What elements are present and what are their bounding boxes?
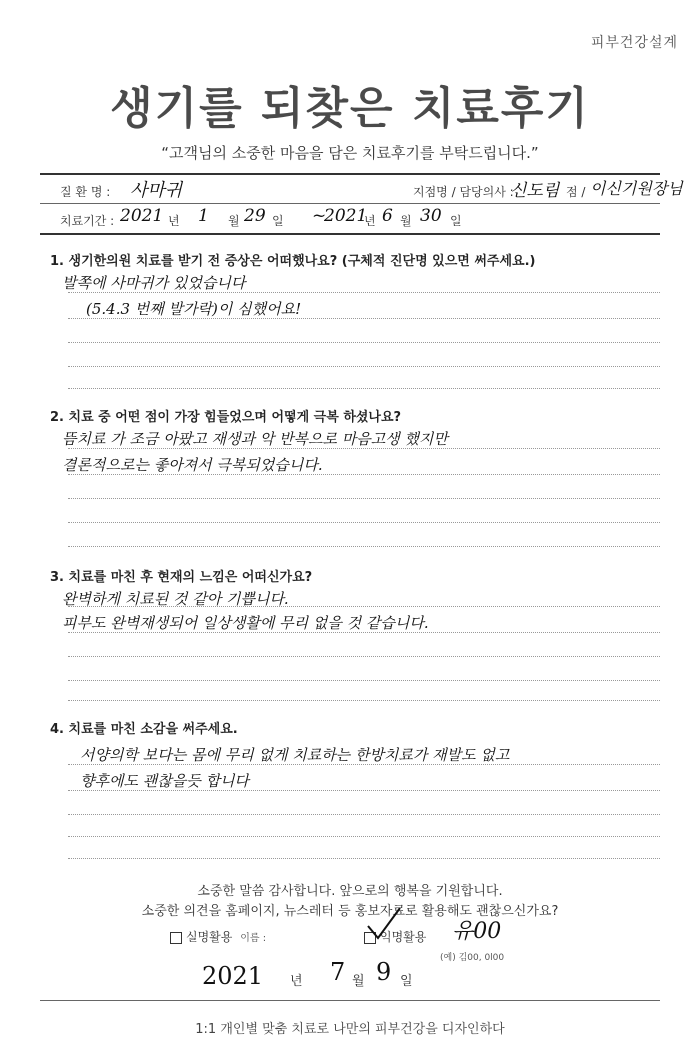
period-year-unit: 년 <box>168 214 180 228</box>
branch-label: 지점명 / 담당의사 : <box>413 185 514 199</box>
writing-line <box>68 836 660 837</box>
writing-line <box>68 292 660 293</box>
date-month: 7 <box>330 958 346 986</box>
period-start-day: 29 <box>244 206 266 226</box>
answer-4-line-2: 향후에도 괜찮을듯 합니다 <box>80 772 249 790</box>
writing-line <box>68 764 660 765</box>
writing-line <box>68 474 660 475</box>
question-4: 4. 치료를 마친 소감을 써주세요. <box>50 722 238 737</box>
answer-1-line-1: 발쪽에 사마귀가 있었습니다 <box>62 274 246 292</box>
branch-value: 신도림 <box>510 181 560 201</box>
answer-2-line-2: 결론적으로는 좋아져서 극복되었습니다. <box>62 456 323 474</box>
answer-3-line-2: 피부도 완벽재생되어 일상생활에 무리 없을 것 같습니다. <box>62 614 429 632</box>
writing-line <box>68 656 660 657</box>
branch-suffix: 점 / <box>566 185 586 199</box>
period-sep: ~ <box>312 206 327 226</box>
disease-label: 질 환 명 : <box>60 185 111 199</box>
writing-line <box>68 366 660 367</box>
question-1: 1. 생기한의원 치료를 받기 전 증상은 어떠했나요? (구체적 진단명 있으면 써주세요.) <box>50 254 536 269</box>
period-year-unit: 년 <box>364 214 376 228</box>
answer-2-line-1: 뜸치료 가 조금 아팠고 재생과 악 반복으로 마음고생 했지만 <box>62 430 448 448</box>
thanks-text: 소중한 말씀 감사합니다. 앞으로의 행복을 기원합니다. <box>197 884 503 899</box>
consent-text: 소중한 의견을 홈페이지, 뉴스레터 등 홍보자료로 활용해도 괜찮으신가요? <box>141 904 559 919</box>
checkmark-icon <box>364 906 404 942</box>
period-month-unit: 월 <box>400 214 412 228</box>
date-day-unit: 일 <box>400 974 413 989</box>
doctor-value: 이신기원장님 <box>590 179 683 198</box>
writing-line <box>68 448 660 449</box>
anonymous-name-value: 유00 <box>452 919 502 944</box>
name-label: 이름 : <box>240 933 267 944</box>
answer-4-line-1: 서양의학 보다는 몸에 무리 없게 치료하는 한방치료가 재발도 없고 <box>80 746 510 764</box>
period-start-year: 2021 <box>120 206 164 226</box>
period-end-day: 30 <box>420 206 442 226</box>
writing-line <box>68 318 660 319</box>
slogan: 1:1 개인별 맞춤 치료로 나만의 피부건강을 디자인하다 <box>195 1022 505 1037</box>
answer-1-line-2: (5.4.3 번째 발가락)이 심했어요! <box>86 300 302 318</box>
writing-line <box>68 342 660 343</box>
writing-line <box>68 700 660 701</box>
divider <box>40 233 660 235</box>
question-2: 2. 치료 중 어떤 점이 가장 힘들었으며 어떻게 극복 하셨나요? <box>50 410 402 425</box>
date-year: 2021 <box>202 962 264 990</box>
brand-logo: 피부건강설계 <box>590 35 678 51</box>
divider <box>40 203 660 204</box>
writing-line <box>68 632 660 633</box>
writing-line <box>68 498 660 499</box>
divider <box>40 173 660 175</box>
writing-line <box>68 522 660 523</box>
period-day-unit: 일 <box>450 214 462 228</box>
date-month-unit: 월 <box>352 974 365 989</box>
real-name-option[interactable] <box>170 928 266 945</box>
writing-line <box>68 814 660 815</box>
disease-value: 사마귀 <box>130 180 183 201</box>
writing-line <box>68 790 660 791</box>
writing-line <box>68 546 660 547</box>
page-title: 생기를 되찾은 치료후기 <box>110 83 590 134</box>
anonymous-label: 익명활용 <box>380 930 427 944</box>
divider <box>40 1000 660 1001</box>
name-example: (예) 김00, 0l00 <box>440 953 505 963</box>
real-name-label: 실명활용 <box>186 930 233 944</box>
period-day-unit: 일 <box>272 214 284 228</box>
date-day: 9 <box>376 958 392 986</box>
period-month-unit: 월 <box>228 214 240 228</box>
writing-line <box>68 858 660 859</box>
real-name-checkbox[interactable] <box>170 932 182 944</box>
writing-line <box>68 606 660 607</box>
period-end-year: 2021 <box>324 206 368 226</box>
date-year-unit: 년 <box>290 974 303 989</box>
writing-line <box>68 388 660 389</box>
period-label: 치료기간 : <box>60 214 115 228</box>
page-subtitle: “고객님의 소중한 마음을 담은 치료후기를 부탁드립니다.” <box>161 144 539 162</box>
writing-line <box>68 680 660 681</box>
period-end-month: 6 <box>382 206 393 226</box>
period-start-month: 1 <box>198 206 209 226</box>
question-3: 3. 치료를 마친 후 현재의 느낌은 어떠신가요? <box>50 570 313 585</box>
answer-3-line-1: 완벽하게 치료된 것 같아 기쁩니다. <box>62 590 289 608</box>
